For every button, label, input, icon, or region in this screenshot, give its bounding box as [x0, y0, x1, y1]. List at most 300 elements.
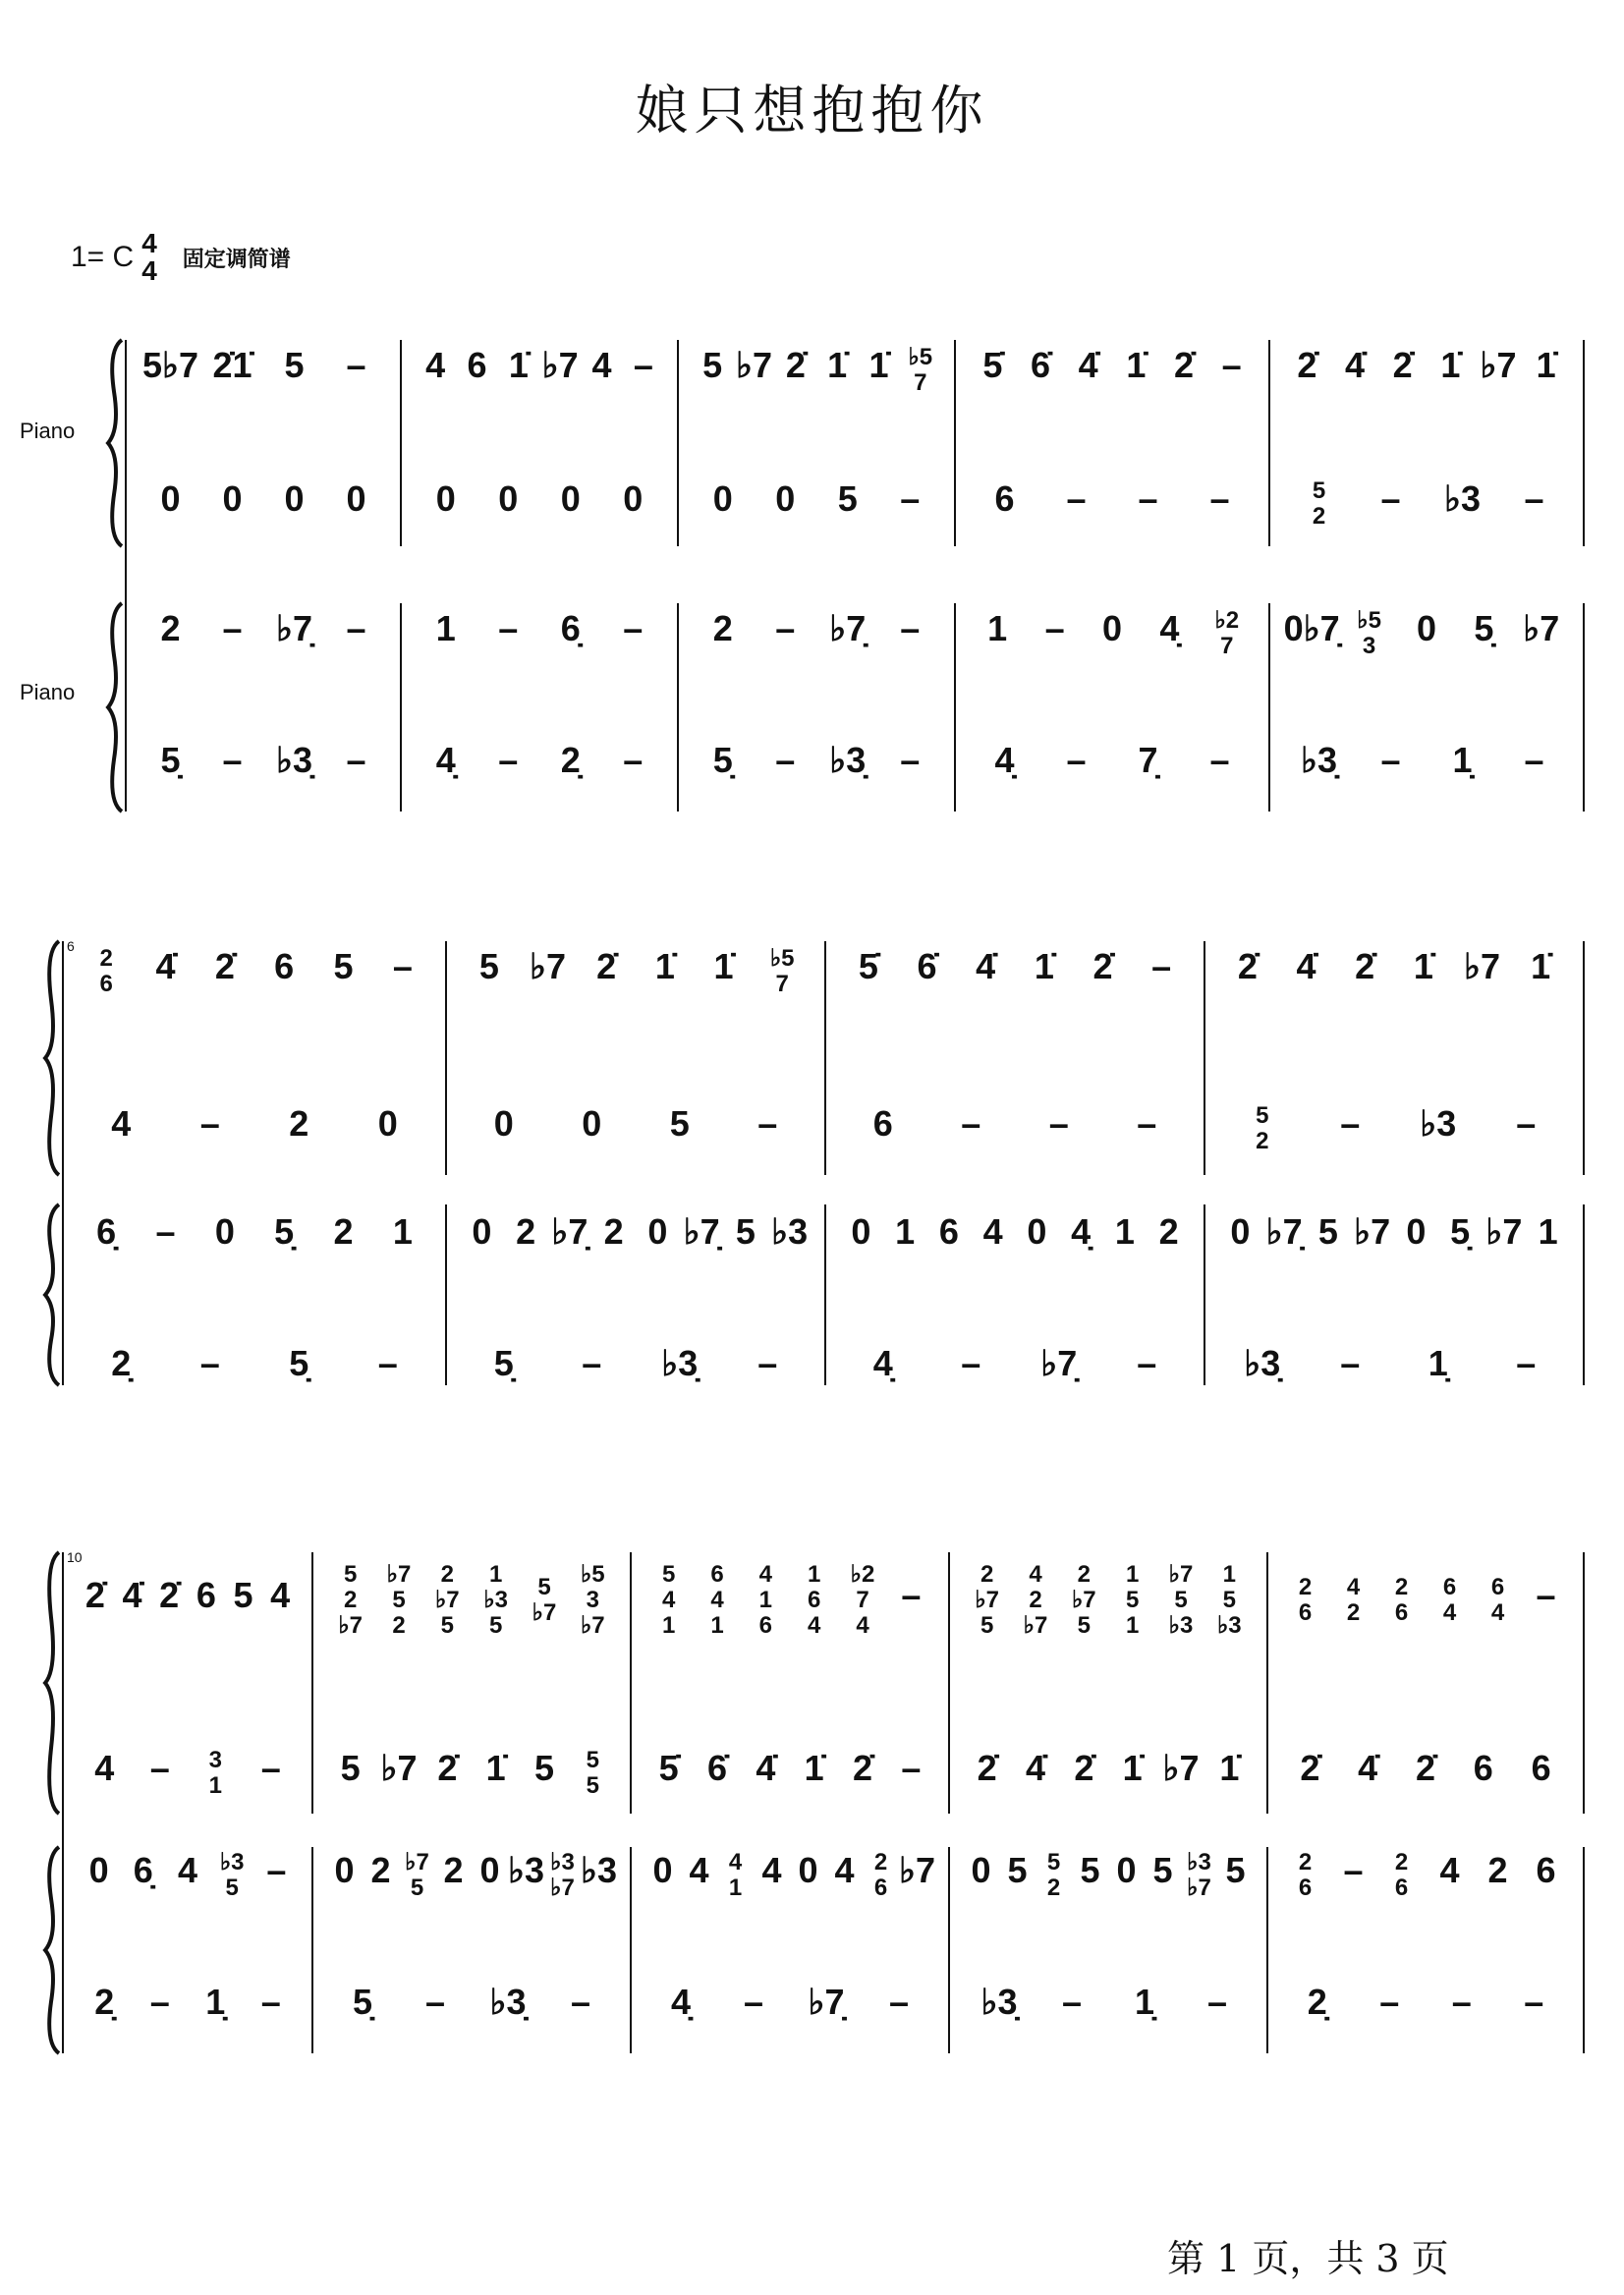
note: 4̣: [994, 740, 1015, 780]
note: 5̇: [858, 946, 878, 986]
note: 5♭7: [141, 345, 199, 385]
dash: –: [1061, 1982, 1083, 2022]
chord-note: 2: [392, 1612, 406, 1639]
note: ♭7: [1354, 1211, 1391, 1252]
note: 1̇: [827, 345, 848, 385]
dash: –: [1516, 1103, 1537, 1144]
note: 4: [1439, 1850, 1460, 1890]
note: 5: [837, 478, 858, 519]
note: 5̣: [289, 1343, 309, 1383]
dash: –: [1221, 345, 1242, 385]
chord-note: 6: [1442, 1574, 1457, 1600]
system-3-brace-1: [45, 1552, 59, 1814]
note: 1: [1114, 1211, 1135, 1252]
dash: –: [424, 1982, 446, 2022]
chord-note: 5: [537, 1574, 551, 1600]
note: 6: [1531, 1748, 1551, 1788]
dash: –: [901, 1748, 922, 1788]
chord-note: 5: [980, 1612, 994, 1639]
note: ♭7: [735, 345, 773, 385]
note: 0: [652, 1850, 673, 1890]
note: 4: [111, 1103, 132, 1144]
system-1-brace-1: [108, 340, 122, 546]
dash: –: [346, 740, 366, 780]
chord-note: 4: [1442, 1599, 1457, 1626]
chord-note: 7: [1220, 633, 1234, 659]
chord-note: 6: [807, 1587, 821, 1613]
chord-note: 2: [1046, 1875, 1061, 1901]
dash: –: [1137, 1343, 1157, 1383]
chord-note: ♭7: [975, 1587, 1000, 1613]
note: 1̣: [1428, 1343, 1448, 1383]
note: 5: [340, 1748, 361, 1788]
chord-note: ♭7: [434, 1587, 460, 1613]
chord-note: 5: [1077, 1612, 1092, 1639]
chord-note: ♭3: [1168, 1612, 1194, 1639]
note: ♭7: [541, 345, 579, 385]
note: 4̣: [872, 1343, 893, 1383]
note: 2: [603, 1211, 624, 1252]
note: 0: [623, 478, 644, 519]
note: 5̣: [493, 1343, 514, 1383]
note: 5̣: [274, 1211, 295, 1252]
dash: –: [1066, 478, 1087, 519]
chord-note: ♭5: [769, 945, 795, 972]
dash: –: [888, 1982, 910, 2022]
note: 1̇: [508, 345, 529, 385]
note: ♭3: [580, 1850, 618, 1890]
chord-note: 6: [758, 1612, 773, 1639]
dash: –: [1536, 1575, 1556, 1615]
note: 1: [895, 1211, 916, 1252]
chord-note: 2: [99, 945, 113, 972]
note: 2: [1487, 1850, 1508, 1890]
note: 0: [346, 478, 366, 519]
dash: –: [900, 478, 921, 519]
chord-note: 7: [914, 369, 927, 396]
chord-note: 5: [1046, 1849, 1061, 1875]
chord-note: 6: [1490, 1574, 1505, 1600]
note: ♭3: [1420, 1103, 1457, 1144]
note: 2: [160, 608, 181, 648]
dash: –: [346, 345, 366, 385]
chord-note: 6: [1394, 1599, 1409, 1626]
note: 0: [160, 478, 181, 519]
note: ♭3̣: [1244, 1343, 1281, 1383]
chord-note: 2: [1312, 503, 1326, 530]
dash: –: [392, 946, 413, 986]
dash: –: [1066, 740, 1087, 780]
chord-note: 5: [586, 1747, 600, 1773]
chord-note: 1: [728, 1875, 743, 1901]
instrument-label: Piano: [20, 419, 76, 443]
chord-note: 2: [343, 1587, 358, 1613]
chord-note: 2: [1394, 1574, 1409, 1600]
note: 0: [284, 478, 305, 519]
note: ♭7̣: [808, 1982, 845, 2022]
dash: –: [346, 608, 366, 648]
note: 4: [177, 1850, 198, 1890]
chord-note: 7: [856, 1587, 869, 1613]
note: 0: [582, 1103, 602, 1144]
key-label: 1= C: [71, 241, 135, 273]
dash: –: [1524, 478, 1544, 519]
note: 1̇: [1536, 345, 1556, 385]
page-title: 娘只想抱抱你: [635, 80, 989, 141]
note: 4̇: [976, 946, 996, 986]
chord-note: 1: [758, 1587, 773, 1613]
note: 2̇: [1392, 345, 1413, 385]
dash: –: [1151, 946, 1172, 986]
note: 1̇: [654, 946, 675, 986]
note: 1̣: [205, 1982, 226, 2022]
note: 0: [647, 1211, 668, 1252]
note: 2̣: [94, 1982, 115, 2022]
chord-note: 5: [440, 1612, 455, 1639]
note: 2̇: [1074, 1748, 1094, 1788]
dash: –: [757, 1103, 778, 1144]
note: 0: [88, 1850, 109, 1890]
dash: –: [498, 608, 519, 648]
dash: –: [149, 1748, 170, 1788]
dash: –: [1340, 1103, 1361, 1144]
chord-note: 5: [488, 1612, 503, 1639]
chord-note: 3: [208, 1747, 222, 1773]
dash: –: [623, 740, 644, 780]
chord-note: 1: [208, 1772, 222, 1799]
dash: –: [570, 1982, 591, 2022]
page-footer: 第 1 页，共 3 页: [1167, 2237, 1449, 2280]
note: 4̇: [1358, 1748, 1378, 1788]
note: 0: [1027, 1211, 1047, 1252]
note: 5: [533, 1748, 555, 1788]
dash: –: [582, 1343, 602, 1383]
note: 1̇: [485, 1748, 506, 1788]
chord-note: 5: [1174, 1587, 1188, 1613]
note: 0: [775, 478, 796, 519]
dash: –: [775, 740, 796, 780]
note: 4: [425, 345, 446, 385]
chord-note: 4: [728, 1849, 743, 1875]
chord-note: ♭3: [483, 1587, 509, 1613]
note: 2: [333, 1211, 354, 1252]
note: ♭7: [1463, 946, 1501, 986]
note: 5: [1080, 1850, 1100, 1890]
note: 5̇: [658, 1748, 679, 1788]
note: 0: [1416, 608, 1437, 648]
note: ♭7̣: [1040, 1343, 1078, 1383]
note: 0: [1406, 1211, 1427, 1252]
note: 4: [834, 1850, 855, 1890]
dash: –: [149, 1982, 170, 2022]
note: 1: [987, 608, 1008, 648]
note: 5: [1152, 1850, 1173, 1890]
dash: –: [1379, 1982, 1400, 2022]
dash: –: [1516, 1343, 1537, 1383]
time-signature-top: 4: [141, 228, 157, 258]
chord-note: 5: [1222, 1587, 1237, 1613]
note: 5: [1007, 1850, 1028, 1890]
chord-note: 4: [807, 1612, 821, 1639]
note: 6: [938, 1211, 959, 1252]
note: 7̣: [1138, 740, 1158, 780]
note: 0: [1230, 1211, 1251, 1252]
dash: –: [775, 608, 796, 648]
note: ♭3̣: [980, 1982, 1018, 2022]
note: 2̇: [214, 946, 235, 986]
note: 4̇: [1344, 345, 1366, 385]
chord-note: 4: [710, 1587, 724, 1613]
time-signature-bottom: 4: [141, 255, 157, 286]
chord-note: 4: [1490, 1599, 1505, 1626]
chord-note: ♭3: [550, 1849, 575, 1875]
system-2-brace-2: [45, 1204, 59, 1385]
note: ♭7: [1162, 1748, 1200, 1788]
note: 4: [94, 1748, 115, 1788]
dash: –: [1380, 740, 1401, 780]
note: 2̇: [1173, 345, 1195, 385]
note: ♭7̣: [551, 1211, 588, 1252]
note: ♭7̣: [1265, 1211, 1303, 1252]
dash: –: [757, 1343, 778, 1383]
note: 6: [467, 345, 487, 385]
note: 2̣: [1307, 1982, 1327, 2022]
note: 2̇: [437, 1748, 458, 1788]
note: 1̇: [1126, 345, 1147, 385]
note: 5̇: [982, 345, 1003, 385]
note: ♭7: [1480, 345, 1517, 385]
dash: –: [1451, 1982, 1472, 2022]
note: 4̇: [122, 1575, 142, 1615]
chord-note: 1: [661, 1612, 676, 1639]
chord-note: 1: [807, 1561, 821, 1588]
chord-note: 4: [856, 1612, 869, 1639]
dash: –: [1137, 1103, 1157, 1144]
chord-note: 7: [775, 971, 789, 997]
note: ♭7̣: [683, 1211, 720, 1252]
note: 5: [735, 1211, 756, 1252]
note: 2̇: [1297, 345, 1317, 385]
chord-note: 4: [1346, 1574, 1361, 1600]
chord-note: 5: [343, 1561, 358, 1588]
dash: –: [633, 345, 653, 385]
note: 6̣: [133, 1850, 153, 1890]
chord-note: ♭7: [338, 1612, 364, 1639]
note: 0: [498, 478, 519, 519]
dash: –: [1209, 740, 1230, 780]
note: 5: [478, 946, 499, 986]
note: 5: [284, 345, 305, 385]
note: 2: [712, 608, 733, 648]
note: 4̇: [1078, 345, 1098, 385]
dash: –: [222, 740, 243, 780]
note: 5: [669, 1103, 690, 1144]
note: 6: [196, 1575, 216, 1615]
note: 2: [370, 1850, 391, 1890]
chord-note: 5: [392, 1587, 406, 1613]
dash: –: [1380, 478, 1401, 519]
note: 5̣: [1474, 608, 1494, 648]
dash: –: [199, 1103, 220, 1144]
note: 4: [270, 1575, 291, 1615]
note: ♭3̣: [661, 1343, 699, 1383]
note: 6̇: [917, 946, 937, 986]
note: 2̇: [1355, 946, 1375, 986]
dash: –: [222, 608, 243, 648]
dash: –: [199, 1343, 220, 1383]
note: ♭3: [771, 1211, 809, 1252]
chord-note: 6: [710, 1561, 724, 1588]
chord-note: 2: [1298, 1574, 1313, 1600]
note: 2: [443, 1850, 464, 1890]
note: 4̇: [1296, 946, 1316, 986]
note: 2̇: [1415, 1748, 1436, 1788]
note: 5̣: [712, 740, 733, 780]
note: 0♭7̣: [1283, 608, 1340, 648]
note: ♭3: [507, 1850, 545, 1890]
note: 4̇: [155, 946, 176, 986]
measure-number: 6: [67, 938, 75, 954]
chord-note: ♭7: [1168, 1561, 1194, 1588]
note: 6̇: [706, 1748, 728, 1788]
note: 1: [392, 1211, 413, 1252]
note: 2̇: [852, 1748, 873, 1788]
note: ♭3̣: [275, 740, 313, 780]
measure-number: 10: [67, 1549, 83, 1565]
dash: –: [901, 1575, 922, 1615]
chord-note: ♭7: [386, 1561, 412, 1588]
chord-note: ♭2: [850, 1561, 875, 1588]
note: 0: [971, 1850, 991, 1890]
note: 2̇: [1092, 946, 1113, 986]
note: 2̇: [596, 946, 617, 986]
dash: –: [961, 1103, 981, 1144]
note: ♭3̣: [829, 740, 867, 780]
dash: –: [260, 1982, 281, 2022]
chord-note: 6: [1298, 1599, 1313, 1626]
chord-note: ♭3: [219, 1849, 245, 1875]
note: 1̇: [1034, 946, 1054, 986]
note: 6: [994, 478, 1015, 519]
chord-note: ♭7: [405, 1849, 429, 1875]
dash: –: [377, 1343, 398, 1383]
chord-note: 2: [1394, 1849, 1409, 1875]
note: 4: [761, 1850, 782, 1890]
dash: –: [1206, 1982, 1228, 2022]
chord-note: 6: [1298, 1875, 1313, 1901]
note: 2̇: [977, 1748, 997, 1788]
chord-note: ♭7: [1187, 1875, 1211, 1901]
note: ♭7̣: [275, 608, 313, 648]
note: 5: [702, 345, 723, 385]
note: 0: [214, 1211, 235, 1252]
note: 0: [712, 478, 733, 519]
note: 5: [1225, 1850, 1246, 1890]
note: 2̇: [1237, 946, 1258, 986]
note: 4̣: [1159, 608, 1180, 648]
chord-note: 1: [488, 1561, 503, 1588]
dash: –: [155, 1211, 176, 1252]
dash: –: [498, 740, 519, 780]
dash: –: [1209, 478, 1230, 519]
dash: –: [1048, 1103, 1069, 1144]
chord-note: 1: [1222, 1561, 1237, 1588]
note: 1̇: [1440, 345, 1461, 385]
note: 2̇: [84, 1575, 105, 1615]
chord-note: 2: [1029, 1587, 1042, 1613]
note: 4̣: [435, 740, 456, 780]
note: 5̣: [352, 1982, 373, 2022]
note: 1̇: [868, 345, 889, 385]
chord-note: 2: [1077, 1561, 1092, 1588]
note: 0: [798, 1850, 818, 1890]
chord-note: 1: [1125, 1612, 1140, 1639]
note: 6̇: [1030, 345, 1051, 385]
note: ♭3̣: [489, 1982, 527, 2022]
chord-note: 2: [873, 1849, 888, 1875]
chord-note: ♭5: [1357, 607, 1381, 634]
chord-note: 4: [1029, 1561, 1042, 1588]
chord-note: 2: [440, 1561, 455, 1588]
note: 5: [233, 1575, 253, 1615]
note: 1: [1538, 1211, 1558, 1252]
note: 1̇: [1531, 946, 1551, 986]
chord-note: 5: [410, 1875, 424, 1901]
chord-note: 5: [1125, 1587, 1140, 1613]
note: 6̣: [560, 608, 581, 648]
note: 1̇: [713, 946, 734, 986]
chord-note: ♭7: [580, 1612, 605, 1639]
chord-note: ♭3: [1216, 1612, 1242, 1639]
note: 1̇: [804, 1748, 824, 1788]
note: 4: [982, 1211, 1003, 1252]
dash: –: [961, 1343, 981, 1383]
chord-note: ♭5: [580, 1561, 605, 1588]
note: ♭7̣: [829, 608, 867, 648]
note: 4̣: [1071, 1211, 1092, 1252]
notation-label: 固定调简谱: [182, 246, 291, 271]
dash: –: [1524, 740, 1544, 780]
note: 0: [377, 1103, 398, 1144]
dash: –: [900, 740, 921, 780]
dash: –: [743, 1982, 764, 2022]
chord-note: ♭7: [1023, 1612, 1048, 1639]
note: 0: [1116, 1850, 1137, 1890]
note: 5: [1317, 1211, 1338, 1252]
note: ♭7: [529, 946, 567, 986]
note: 6: [274, 946, 295, 986]
note: ♭7: [898, 1850, 936, 1890]
note: 1̇: [1413, 946, 1433, 986]
dash: –: [1138, 478, 1158, 519]
note: 0: [851, 1211, 871, 1252]
note: 6: [1536, 1850, 1556, 1890]
note: 6: [1473, 1748, 1493, 1788]
dash: –: [1340, 1343, 1361, 1383]
note: 2: [289, 1103, 309, 1144]
system-2-brace-1: [45, 941, 59, 1175]
note: ♭3̣: [1300, 740, 1338, 780]
note: 2̇: [1300, 1748, 1320, 1788]
chord-note: 6: [99, 971, 113, 997]
note: 1: [435, 608, 456, 648]
chord-note: 1: [710, 1612, 724, 1639]
note: 2̇: [159, 1575, 180, 1615]
note: 5̣: [160, 740, 181, 780]
note: 0: [472, 1211, 492, 1252]
dash: –: [900, 608, 921, 648]
chord-note: ♭7: [550, 1875, 575, 1901]
